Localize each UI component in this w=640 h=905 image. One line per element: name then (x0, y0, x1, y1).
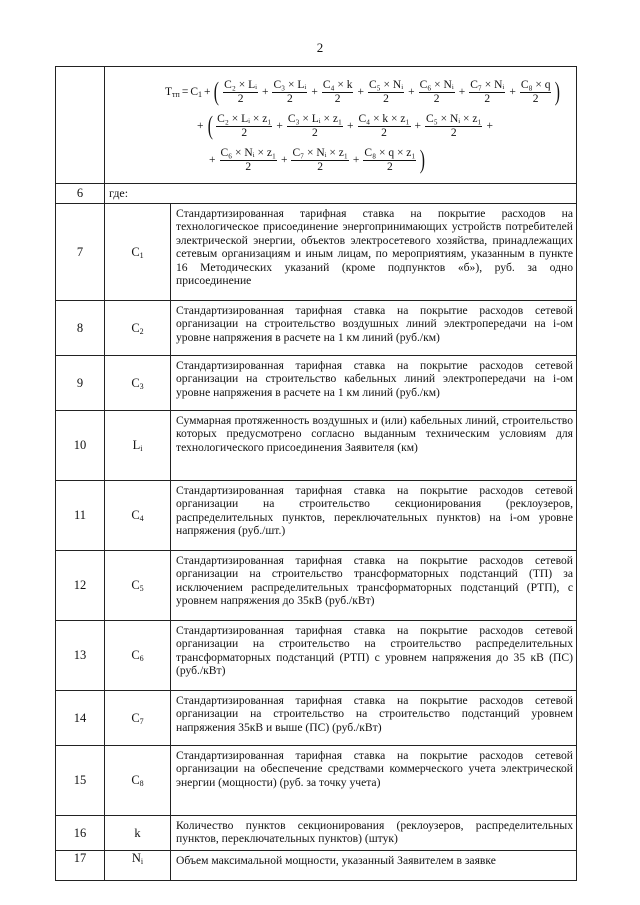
definition-row (56, 551, 577, 621)
formula-fraction: $\frac{\text{C₄ × k}}{2}$ (322, 78, 353, 105)
symbol: C8 (105, 746, 171, 816)
symbol-description: Количество пунктов секционирования (реклоузеров, распределительных пунктов, переключательных пунктов) (штук) (171, 816, 577, 851)
row-number: 7 (56, 204, 105, 301)
symbol: C5 (105, 551, 171, 621)
definition-row (56, 356, 577, 411)
formula-fraction: $\frac{\text{C₈ × q}}{2}$ (520, 78, 551, 105)
definition-row (56, 301, 577, 356)
symbol-description: Стандартизированная тарифная ставка на покрытие расходов сетевой организации на строительство на строительство подстанций уровнем напряжения 35кВ и выше (ПС) (руб./кВт) (171, 691, 577, 746)
row-number: 17 (56, 851, 105, 881)
row-number: 11 (56, 481, 105, 551)
row-number: 12 (56, 551, 105, 621)
symbol-description: Стандартизированная тарифная ставка на покрытие расходов сетевой организации на строительство кабельных линий электропередачи на i-ом уровне напряжения в расчете на 1 км линий (руб./км) (171, 356, 577, 411)
symbol: C6 (105, 621, 171, 691)
definition-row (56, 851, 577, 881)
symbol: C3 (105, 356, 171, 411)
symbol: Li (105, 411, 171, 481)
formula-fraction: $\frac{\text{C₂ × Lᵢ}}{2}$ (224, 78, 257, 105)
symbol-description: Объем максимальной мощности, указанный Заявителем в заявке (171, 851, 577, 881)
formula-lhs: Ттп (165, 85, 180, 99)
formula-fraction: $\frac{\text{C₃ × Lᵢ}}{2}$ (273, 78, 307, 105)
symbol-description: Стандартизированная тарифная ставка на покрытие расходов сетевой организации на строительство воздушных линий электропередачи на i-ом уровне напряжения в расчете на 1 км линий (руб./км) (171, 301, 577, 356)
symbol: C2 (105, 301, 171, 356)
symbol-description: Стандартизированная тарифная ставка на покрытие расходов сетевой организации на строительство секционирования (реклоузеров, распределительных пунктов, переключательных пунктов) на i-ом уровне напряжения (руб./шт.) (171, 481, 577, 551)
symbol-description: Стандартизированная тарифная ставка на покрытие расходов сетевой организации на обеспечение средствами коммерческого учета электрической энергии (мощности) (руб. за точку учета) (171, 746, 577, 816)
definition-row (56, 691, 577, 746)
tariff-formula: Ттп = C1 + ( $\frac{\text{C₂ × Lᵢ}}{2}$ + $\frac{\text{C₃ × Lᵢ}}{2}$ + $\frac{\text{C₄ × k}}{2}$ + $\frac{\text{C₅ × Nᵢ}}{2}$ + $\frac{\text{C₆ × Nᵢ}}{2}$ + $\frac{\text{C₇ × Nᵢ}}{2}$ + $\frac{\text{C₈ × q}}{2}$ ) + ( $\frac{\text{C₂ × Lᵢ × z₁}}{2}$ + $\frac{\text{C₃ × Lᵢ × z₁}}{2}$ + $\frac{\text{C₄ × k × z₁}}{2}$ + $\frac{\text{C₅ × Nᵢ × z₁}}{2}$ + + $\frac{\text{C₆ × Nᵢ × z₁}}{2}$ + $\frac{\text{C₇ × Nᵢ × z₁}}{2}$ + $\frac{\text{C₈ × q × z₁}}{2}$ ) (165, 77, 561, 174)
formula-fraction: $\frac{\text{C₇ × Nᵢ}}{2}$ (470, 78, 505, 105)
page-number: 2 (316, 40, 324, 55)
formula-fraction: $\frac{\text{C₆ × Nᵢ}}{2}$ (419, 78, 454, 105)
formula-fraction: $\frac{\text{C₄ × k × z₁}}{2}$ (358, 112, 410, 139)
row-number: 9 (56, 356, 105, 411)
definition-row (56, 621, 577, 691)
formula-c1: C1 (190, 85, 202, 99)
formula-fraction: $\frac{\text{C₅ × Nᵢ}}{2}$ (368, 78, 404, 105)
definition-row (56, 411, 577, 481)
formula-fraction: $\frac{\text{C₇ × Nᵢ × z₁}}{2}$ (292, 146, 348, 173)
row-number: 13 (56, 621, 105, 691)
where-label: где: (105, 184, 577, 204)
definition-row (56, 816, 577, 851)
formula-fraction: $\frac{\text{C₈ × q × z₁}}{2}$ (364, 146, 416, 173)
symbol: Ni (105, 851, 171, 881)
where-row (56, 184, 577, 204)
symbol-description: Суммарная протяженность воздушных и (или) кабельных линий, строительство которых предусмотрено согласно выданным техническим условиям для технологического присоединения Заявителя (км) (171, 411, 577, 481)
row-number: 14 (56, 691, 105, 746)
formula-fraction: $\frac{\text{C₆ × Nᵢ × z₁}}{2}$ (220, 146, 276, 173)
symbol-description: Стандартизированная тарифная ставка на покрытие расходов сетевой организации на строительство на строительство распределительных трансформаторных подстанций (РТП) с уровнем напряжения до 35 кВ (ПС) (руб./кВт) (171, 621, 577, 691)
row-number: 10 (56, 411, 105, 481)
row-number: 8 (56, 301, 105, 356)
symbol-description: Стандартизированная тарифная ставка на покрытие расходов сетевой организации на строительство трансформаторных подстанций (ТП) за исключением распределительных трансформаторных подстанций (РТП), с уровнем напряжения до 35кВ (руб./кВт) (171, 551, 577, 621)
symbol: C1 (105, 204, 171, 301)
symbol-description: Стандартизированная тарифная ставка на покрытие расходов на технологическое присоединение энергопринимающих устройств потребителей электрической энергии, объектов электросетевого хозяйства, принадлежащих сетевым организациям и иным лицам, по мероприятиям, указанным в пункте 16 Методических указаний (кроме подпунктов «б»), руб. за одно присоединение (171, 204, 577, 301)
symbol: C4 (105, 481, 171, 551)
symbol: C7 (105, 691, 171, 746)
row-number: 15 (56, 746, 105, 816)
definition-row (56, 481, 577, 551)
definitions-table (55, 66, 577, 881)
formula-fraction: $\frac{\text{C₅ × Nᵢ × z₁}}{2}$ (426, 112, 482, 139)
formula-fraction: $\frac{\text{C₂ × Lᵢ × z₁}}{2}$ (217, 112, 272, 139)
symbol: k (105, 816, 171, 851)
definition-row (56, 204, 577, 301)
row-number: 6 (56, 184, 105, 204)
definition-row (56, 746, 577, 816)
row-number: 16 (56, 816, 105, 851)
formula-row (56, 67, 577, 184)
formula-fraction: $\frac{\text{C₃ × Lᵢ × z₁}}{2}$ (287, 112, 343, 139)
